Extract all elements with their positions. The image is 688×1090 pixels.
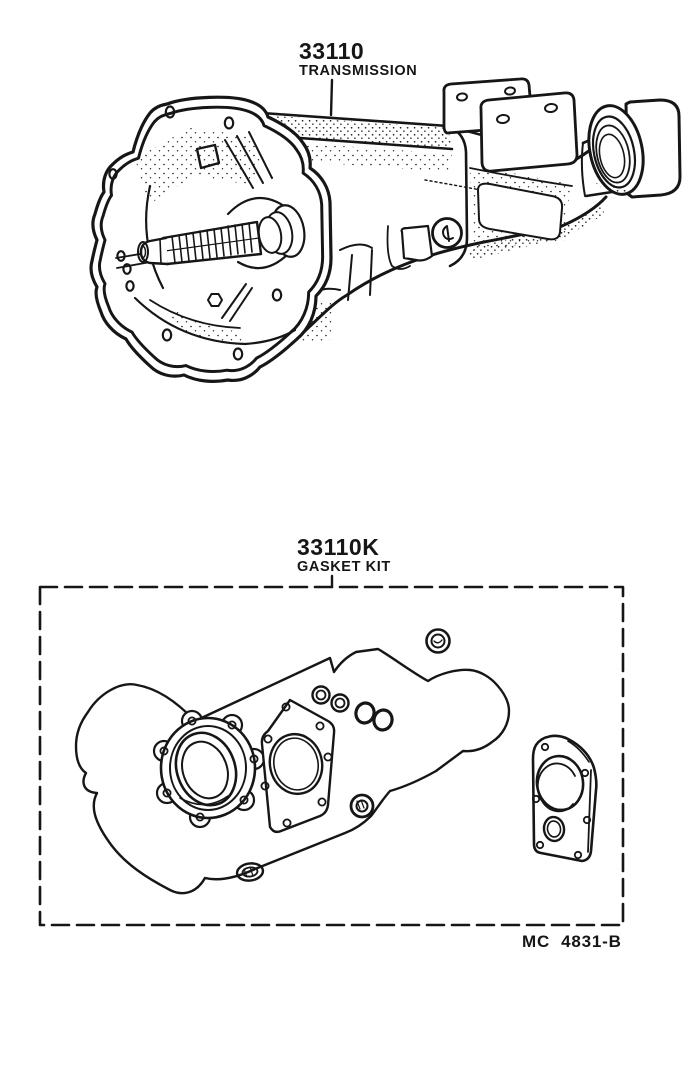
part-name-transmission: TRANSMISSION [299, 63, 418, 80]
rear-plate-gasket [533, 736, 597, 861]
transmission-illustration [91, 79, 680, 382]
drawing-code: MC 4831-B [522, 932, 622, 951]
part-code-transmission: 33110 [299, 38, 365, 64]
mounting-lugs [444, 79, 577, 171]
oil-seal-top [427, 630, 450, 653]
part-callout-transmission [299, 40, 417, 79]
drain-plug [433, 219, 462, 248]
rear-coupling [581, 100, 680, 199]
part-name-gasket-kit: GASKET KIT [297, 559, 391, 576]
gasket-kit-illustration [40, 576, 623, 925]
transmission-leader-line [331, 80, 332, 115]
part-callout-gasket-kit [297, 536, 391, 575]
part-code-gasket-kit: 33110K [297, 534, 380, 560]
